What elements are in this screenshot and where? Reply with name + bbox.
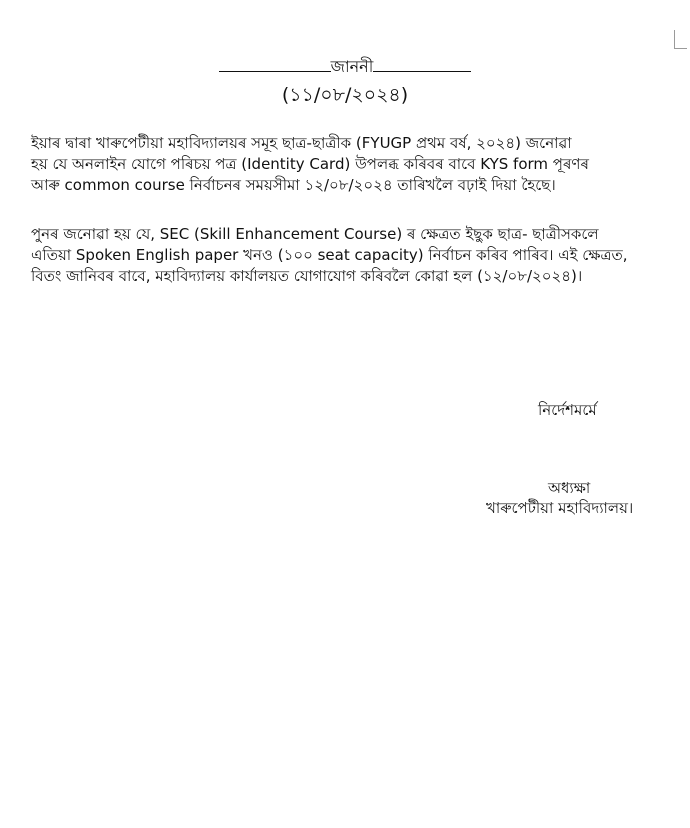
paragraph-line: এতিয়া Spoken English paper খনও (১০০ seat capacity) নিৰ্বাচন কৰিব পাৰিব। এই ক্ষেত্ৰত, — [31, 246, 628, 264]
paragraph-line: হয় যে অনলাইন যোগে পৰিচয় পত্র (Identity Card) উপলব্ধ কৰিবৰ বাবে KYS form পূৰণৰ — [31, 155, 589, 173]
paragraph-line: বিতং জানিবৰ বাবে, মহাবিদ্যালয় কাৰ্যালয়ত যোগাযোগ কৰিবলৈ কোৱা হল (১২/০৮/২০২৪)। — [31, 267, 583, 285]
signoff-direction: নিৰ্দেশমৰ্মে — [538, 401, 597, 419]
paragraph-line: পুনৰ জনোৱা হয় যে, SEC (Skill Enhancement Course) ৰ ক্ষেত্ৰত ইছুক ছাত্র- ছাত্রীসকলে — [31, 225, 599, 243]
paragraph-line: ইয়াৰ দ্বাৰা খাৰুপেটীয়া মহাবিদ্যালয়ৰ সমূহ ছাত্র-ছাত্রীক (FYUGP প্রথম বর্ষ, ২০২৪) জনোৱা — [31, 134, 572, 152]
heading-underline-left — [219, 59, 331, 72]
paragraph-line: আৰু common course নিৰ্বাচনৰ সময়সীমা ১২/০৮/২০২৪ তাৰিখলৈ বঢ়াই দিয়া হৈছে। — [31, 176, 556, 194]
notice-date: (১১/০৮/২০২৪) — [281, 84, 409, 106]
paragraph-kys-form — [31, 133, 671, 196]
signoff-institution: খাৰুপেটীয়া মহাবিদ্যালয়। — [486, 499, 634, 517]
paragraph-sec-course — [31, 224, 671, 287]
heading-underline-right — [373, 59, 471, 72]
notice-heading — [0, 56, 690, 78]
signoff-designation: অধ্যক্ষা — [548, 479, 591, 497]
page-corner-mark — [674, 30, 687, 49]
notice-title: জাননী — [330, 57, 374, 76]
